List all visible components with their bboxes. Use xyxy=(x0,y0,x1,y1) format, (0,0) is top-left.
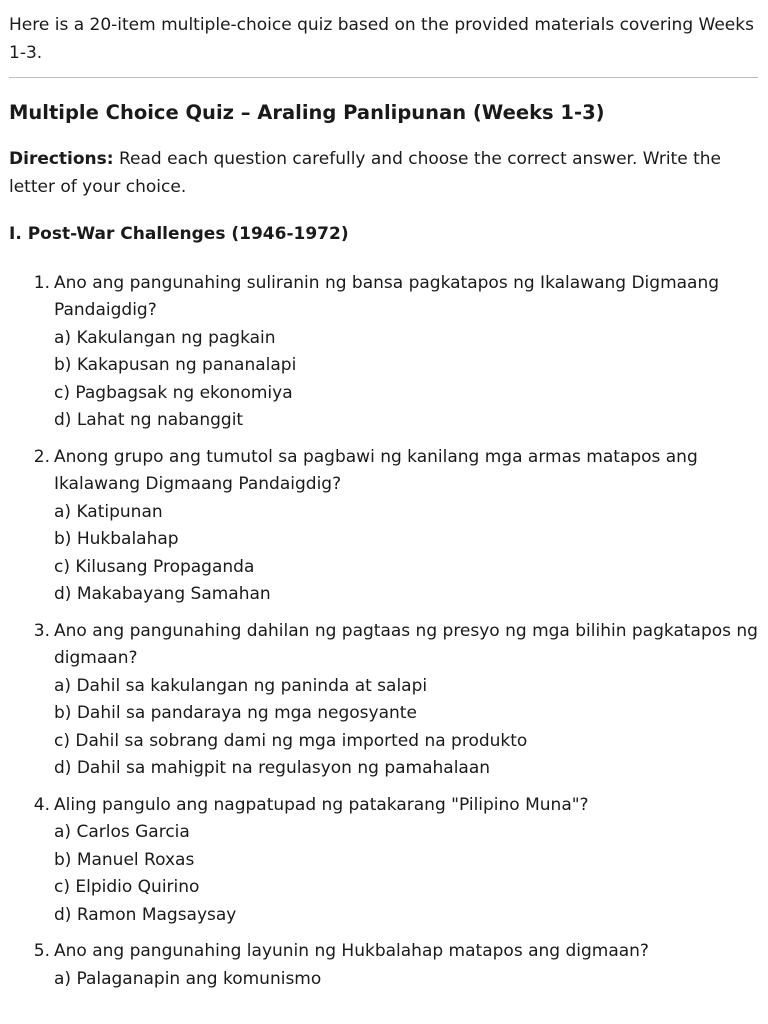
section-divider xyxy=(9,77,758,78)
directions-label: Directions: xyxy=(9,149,114,169)
intro-paragraph: Here is a 20-item multiple-choice quiz based on the provided materials covering Weeks 1-3. xyxy=(9,15,754,63)
answer-choice: a) Kakulangan ng pagkain xyxy=(54,327,276,348)
question-text: Anong grupo ang tumutol sa pagbawi ng kanilang mga armas matapos ang Ikalawang Digmaang Pandaigdig? xyxy=(54,446,698,494)
answer-choice: c) Elpidio Quirino xyxy=(54,877,200,897)
answer-choice: b) Dahil sa pandaraya ng mga negosyante xyxy=(54,703,417,723)
answer-choice: d) Dahil sa mahigpit na regulasyon ng pamahalaan xyxy=(54,758,491,778)
question-item xyxy=(9,444,758,609)
answer-choice: b) Hukbalahap xyxy=(54,529,179,549)
question-item xyxy=(9,792,758,930)
answer-choice: c) Kilusang Propaganda xyxy=(54,556,255,577)
question-number: 5. xyxy=(33,941,50,961)
question-number: 3. xyxy=(33,620,50,641)
directions-paragraph xyxy=(9,146,758,201)
question-text: Ano ang pangunahing dahilan ng pagtaas ng presyo ng mga bilihin pagkatapos ng digmaan? xyxy=(54,620,758,668)
answer-choice: a) Palaganapin ang komunismo xyxy=(54,968,322,989)
question-item xyxy=(9,938,758,993)
answer-choice: b) Kakapusan ng pananalapi xyxy=(54,355,297,375)
quiz-title: Multiple Choice Quiz – Araling Panlipunan (Weeks 1-3) xyxy=(9,101,605,124)
question-number: 4. xyxy=(33,794,50,815)
answer-choice: b) Manuel Roxas xyxy=(54,849,195,870)
question-item xyxy=(9,270,758,435)
answer-choice: d) Lahat ng nabanggit xyxy=(54,410,244,430)
answer-choice: a) Carlos Garcia xyxy=(54,822,190,842)
question-text: Ano ang pangunahing layunin ng Hukbalahap matapos ang digmaan? xyxy=(54,941,649,961)
question-number: 1. xyxy=(33,272,50,293)
section-heading: I. Post-War Challenges (1946-1972) xyxy=(9,224,349,244)
question-item xyxy=(9,618,758,783)
answer-choice: a) Dahil sa kakulangan ng paninda at salapi xyxy=(54,675,428,696)
answer-choice: a) Katipunan xyxy=(54,501,163,522)
answer-choice: c) Pagbagsak ng ekonomiya xyxy=(54,382,293,403)
question-text: Aling pangulo ang nagpatupad ng patakarang "Pilipino Muna"? xyxy=(54,794,589,815)
answer-choice: d) Ramon Magsaysay xyxy=(54,904,237,925)
answer-choice: d) Makabayang Samahan xyxy=(54,584,271,604)
directions-text: Read each question carefully and choose the correct answer. Write the letter of your choice. xyxy=(9,149,721,197)
question-list xyxy=(9,270,758,994)
answer-choice: c) Dahil sa sobrang dami ng mga imported na produkto xyxy=(54,730,528,751)
question-text: Ano ang pangunahing suliranin ng bansa pagkatapos ng Ikalawang Digmaang Pandaigdig? xyxy=(54,272,720,320)
question-number: 2. xyxy=(33,446,50,467)
